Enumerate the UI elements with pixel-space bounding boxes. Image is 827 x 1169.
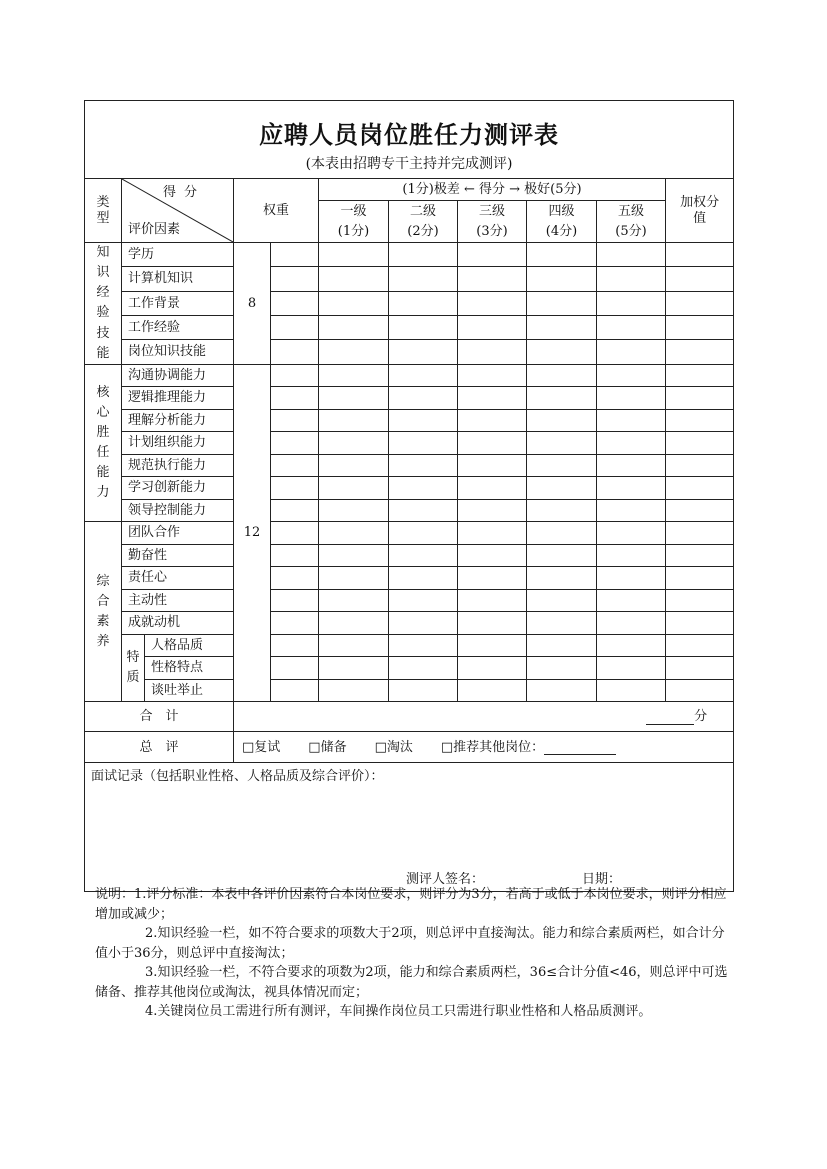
trait-group <box>122 634 145 702</box>
level-score-cell[interactable] <box>319 612 389 635</box>
factor-cell: 学历 <box>122 243 234 267</box>
level-score-cell[interactable] <box>319 364 389 387</box>
level-score-cell[interactable] <box>319 589 389 612</box>
extra-score-cell[interactable] <box>271 409 319 432</box>
weight-knowledge: 8 <box>234 243 271 365</box>
level-score-cell[interactable] <box>458 567 527 590</box>
group-core-label: 核心胜任能力 <box>96 384 110 501</box>
factor-cell: 计划组织能力 <box>122 432 234 455</box>
level-score-cell[interactable] <box>319 316 389 340</box>
level-score-cell[interactable] <box>527 454 597 477</box>
table-row <box>85 364 734 387</box>
page-subtitle: (本表由招聘专干主持并完成测评) <box>305 156 513 172</box>
weighted-score-cell[interactable] <box>666 522 734 545</box>
level-score-cell[interactable] <box>527 589 597 612</box>
level-score-cell[interactable] <box>527 612 597 635</box>
table-row <box>85 477 734 500</box>
weighted-score-cell[interactable] <box>666 634 734 657</box>
level-score-cell[interactable] <box>527 291 597 315</box>
extra-score-cell[interactable] <box>271 612 319 635</box>
level-score-cell[interactable] <box>458 291 527 315</box>
factor-cell: 工作背景 <box>122 291 234 315</box>
factor-cell: 规范执行能力 <box>122 454 234 477</box>
level-score-cell[interactable] <box>458 267 527 291</box>
level-score-cell[interactable] <box>458 634 527 657</box>
level-score-cell[interactable] <box>527 387 597 410</box>
level-score-cell[interactable] <box>527 267 597 291</box>
group-knowledge-label: 知识经验技能 <box>96 245 110 361</box>
factor-cell: 计算机知识 <box>122 267 234 291</box>
level-score-cell[interactable] <box>319 499 389 522</box>
level-score-cell[interactable] <box>458 340 527 364</box>
table-row <box>85 657 734 680</box>
level-score-cell[interactable] <box>389 544 458 567</box>
trait-group-label: 特质 <box>126 649 140 686</box>
extra-score-cell[interactable] <box>271 340 319 364</box>
header-level-2 <box>389 201 458 243</box>
level-score-cell[interactable] <box>319 454 389 477</box>
level-score-cell[interactable] <box>597 657 666 680</box>
extra-score-cell[interactable] <box>271 499 319 522</box>
header-weight: 权重 <box>234 179 319 243</box>
table-row <box>85 340 734 364</box>
extra-score-cell[interactable] <box>271 634 319 657</box>
weighted-score-cell[interactable] <box>666 432 734 455</box>
level-score-cell[interactable] <box>389 340 458 364</box>
factor-cell: 责任心 <box>122 567 234 590</box>
notes <box>95 885 735 1022</box>
level-score-cell[interactable] <box>597 243 666 267</box>
level-score-cell[interactable] <box>389 387 458 410</box>
total-unit: 分 <box>694 709 708 725</box>
record-label: 面试记录（包括职业性格、人格品质及综合评价）： <box>91 769 384 785</box>
header-factor: 评价因素 <box>128 222 181 238</box>
level-score-cell[interactable] <box>389 567 458 590</box>
level-score-cell[interactable] <box>389 522 458 545</box>
level-score-cell[interactable] <box>597 522 666 545</box>
level-score-cell[interactable] <box>597 454 666 477</box>
level-score-cell[interactable] <box>389 589 458 612</box>
level-points: (3分) <box>476 223 508 239</box>
extra-score-cell[interactable] <box>271 432 319 455</box>
level-score-cell[interactable] <box>458 364 527 387</box>
level-name: 四级 <box>548 203 575 219</box>
level-score-cell[interactable] <box>458 589 527 612</box>
recommend-position-blank[interactable] <box>544 740 616 755</box>
weighted-score-cell[interactable] <box>666 454 734 477</box>
level-score-cell[interactable] <box>319 243 389 267</box>
evaluation-label: 总 评 <box>85 732 234 763</box>
level-score-cell[interactable] <box>597 316 666 340</box>
option-reserve-checkbox[interactable]: □储备 <box>308 739 347 755</box>
header-type <box>85 179 122 243</box>
level-score-cell[interactable] <box>389 679 458 702</box>
level-score-cell[interactable] <box>597 544 666 567</box>
table-row <box>85 454 734 477</box>
weight-shared: 12 <box>234 364 271 702</box>
level-points: (4分) <box>545 223 578 239</box>
level-score-cell[interactable] <box>319 409 389 432</box>
factor-cell: 成就动机 <box>122 612 234 635</box>
extra-score-cell[interactable] <box>271 387 319 410</box>
total-value-cell[interactable] <box>234 702 734 732</box>
note-4: 4.关键岗位员工需进行所有测评，车间操作岗位员工只需进行职业性格和人格品质测评。 <box>145 1004 652 1019</box>
weighted-score-cell[interactable] <box>666 589 734 612</box>
table-row <box>85 409 734 432</box>
level-score-cell[interactable] <box>597 432 666 455</box>
header-level-1 <box>319 201 389 243</box>
extra-score-cell[interactable] <box>271 522 319 545</box>
factor-cell: 人格品质 <box>145 634 234 657</box>
weighted-score-cell[interactable] <box>666 679 734 702</box>
extra-score-cell[interactable] <box>271 316 319 340</box>
factor-cell: 谈吐举止 <box>145 679 234 702</box>
header-level-5 <box>597 201 666 243</box>
group-quality <box>85 522 122 702</box>
group-knowledge <box>85 243 122 365</box>
option-eliminate-checkbox[interactable]: □淘汰 <box>374 739 413 755</box>
weighted-score-cell[interactable] <box>666 499 734 522</box>
level-score-cell[interactable] <box>389 409 458 432</box>
evaluation-row <box>85 732 734 763</box>
factor-cell: 岗位知识技能 <box>122 340 234 364</box>
level-score-cell[interactable] <box>458 657 527 680</box>
page-title: 应聘人员岗位胜任力测评表 <box>259 121 560 149</box>
level-score-cell[interactable] <box>319 567 389 590</box>
weighted-score-cell[interactable] <box>666 364 734 387</box>
level-score-cell[interactable] <box>597 499 666 522</box>
factor-cell: 性格特点 <box>145 657 234 680</box>
extra-score-cell[interactable] <box>271 267 319 291</box>
level-name: 三级 <box>478 203 505 219</box>
level-score-cell[interactable] <box>458 387 527 410</box>
level-score-cell[interactable] <box>527 477 597 500</box>
extra-score-cell[interactable] <box>271 477 319 500</box>
header-weighted-label: 加权分值 <box>680 194 720 226</box>
weighted-score-cell[interactable] <box>666 243 734 267</box>
level-score-cell[interactable] <box>319 291 389 315</box>
level-score-cell[interactable] <box>527 544 597 567</box>
level-score-cell[interactable] <box>597 567 666 590</box>
level-score-cell[interactable] <box>527 340 597 364</box>
level-score-cell[interactable] <box>458 612 527 635</box>
level-score-cell[interactable] <box>597 679 666 702</box>
level-score-cell[interactable] <box>597 634 666 657</box>
level-score-cell[interactable] <box>458 522 527 545</box>
level-score-cell[interactable] <box>527 499 597 522</box>
level-score-cell[interactable] <box>389 364 458 387</box>
level-points: (5分) <box>615 223 647 239</box>
level-score-cell[interactable] <box>458 679 527 702</box>
weighted-score-cell[interactable] <box>666 291 734 315</box>
extra-score-cell[interactable] <box>271 589 319 612</box>
factor-cell: 沟通协调能力 <box>122 364 234 387</box>
note-1: 说明：1.评分标准：本表中各评价因素符合本岗位要求，则评分为3分，若高于或低于本岗位要求，则评分相应增加或减少； <box>95 887 727 922</box>
evaluation-options <box>234 732 734 763</box>
weighted-score-cell[interactable] <box>666 340 734 364</box>
group-core <box>85 364 122 522</box>
level-score-cell[interactable] <box>597 387 666 410</box>
header-score: 得分 <box>162 185 205 200</box>
weighted-score-cell[interactable] <box>666 267 734 291</box>
table-row <box>85 291 734 315</box>
level-score-cell[interactable] <box>389 657 458 680</box>
factor-cell: 工作经验 <box>122 316 234 340</box>
table-row <box>85 432 734 455</box>
weighted-score-cell[interactable] <box>666 544 734 567</box>
extra-score-cell[interactable] <box>271 364 319 387</box>
extra-score-cell[interactable] <box>271 679 319 702</box>
factor-cell: 领导控制能力 <box>122 499 234 522</box>
option-retest-checkbox[interactable]: □复试 <box>242 739 281 755</box>
weighted-score-cell[interactable] <box>666 567 734 590</box>
level-score-cell[interactable] <box>389 499 458 522</box>
level-score-cell[interactable] <box>597 291 666 315</box>
level-score-cell[interactable] <box>389 316 458 340</box>
signer-label: 测评人签名： <box>406 871 485 887</box>
extra-score-cell[interactable] <box>271 567 319 590</box>
level-score-cell[interactable] <box>458 243 527 267</box>
level-score-cell[interactable] <box>597 267 666 291</box>
level-points: (2分) <box>407 223 439 239</box>
level-score-cell[interactable] <box>319 544 389 567</box>
interview-record-area[interactable] <box>85 763 734 892</box>
level-name: 一级 <box>340 203 367 219</box>
note-2: 2.知识经验一栏，如不符合要求的项数大于2项，则总评中直接淘汰。能力和综合素质两栏，如合计分值小于36分，则总评中直接淘汰； <box>95 926 725 961</box>
extra-score-cell[interactable] <box>271 657 319 680</box>
factor-cell: 团队合作 <box>122 522 234 545</box>
level-score-cell[interactable] <box>527 522 597 545</box>
level-score-cell[interactable] <box>597 409 666 432</box>
level-name: 五级 <box>617 203 644 219</box>
record-row <box>85 763 734 892</box>
table-row <box>85 544 734 567</box>
level-score-cell[interactable] <box>389 634 458 657</box>
level-score-cell[interactable] <box>527 316 597 340</box>
header-diagonal-cell <box>122 179 234 243</box>
level-score-cell[interactable] <box>389 243 458 267</box>
factor-cell: 逻辑推理能力 <box>122 387 234 410</box>
level-points: (1分) <box>337 223 370 239</box>
table-row <box>85 567 734 590</box>
table-row <box>85 522 734 545</box>
group-quality-label: 综合素养 <box>96 573 110 649</box>
level-score-cell[interactable] <box>527 567 597 590</box>
level-score-cell[interactable] <box>319 267 389 291</box>
extra-score-cell[interactable] <box>271 291 319 315</box>
table-row <box>85 387 734 410</box>
option-recommend-checkbox[interactable]: □推荐其他岗位： <box>440 739 545 755</box>
level-score-cell[interactable] <box>458 454 527 477</box>
level-score-cell[interactable] <box>319 477 389 500</box>
header-type-label: 类型 <box>96 194 110 226</box>
total-row <box>85 702 734 732</box>
factor-cell: 理解分析能力 <box>122 409 234 432</box>
assessment-table <box>84 100 734 892</box>
weighted-score-cell[interactable] <box>666 612 734 635</box>
weighted-score-cell[interactable] <box>666 409 734 432</box>
level-score-cell[interactable] <box>319 522 389 545</box>
level-score-cell[interactable] <box>527 657 597 680</box>
title-cell <box>85 101 734 179</box>
level-score-cell[interactable] <box>527 634 597 657</box>
level-score-cell[interactable] <box>458 432 527 455</box>
level-score-cell[interactable] <box>319 387 389 410</box>
assessment-form <box>84 100 733 892</box>
level-score-cell[interactable] <box>319 679 389 702</box>
header-level-3 <box>458 201 527 243</box>
level-score-cell[interactable] <box>319 340 389 364</box>
level-score-cell[interactable] <box>458 544 527 567</box>
level-score-cell[interactable] <box>458 316 527 340</box>
extra-score-cell[interactable] <box>271 243 319 267</box>
extra-score-cell[interactable] <box>271 454 319 477</box>
weighted-score-cell[interactable] <box>666 477 734 500</box>
level-score-cell[interactable] <box>389 454 458 477</box>
header-level-4 <box>527 201 597 243</box>
header-scale: (1分)极差 ← 得分 → 极好(5分) <box>319 179 666 201</box>
level-score-cell[interactable] <box>319 657 389 680</box>
factor-cell: 主动性 <box>122 589 234 612</box>
level-score-cell[interactable] <box>597 340 666 364</box>
level-score-cell[interactable] <box>527 679 597 702</box>
level-name: 二级 <box>409 203 436 219</box>
level-score-cell[interactable] <box>458 477 527 500</box>
level-score-cell[interactable] <box>389 477 458 500</box>
factor-cell: 学习创新能力 <box>122 477 234 500</box>
level-score-cell[interactable] <box>389 267 458 291</box>
level-score-cell[interactable] <box>597 477 666 500</box>
table-row <box>85 267 734 291</box>
level-score-cell[interactable] <box>389 432 458 455</box>
level-score-cell[interactable] <box>597 589 666 612</box>
weighted-score-cell[interactable] <box>666 316 734 340</box>
weighted-score-cell[interactable] <box>666 657 734 680</box>
level-score-cell[interactable] <box>527 432 597 455</box>
level-score-cell[interactable] <box>527 243 597 267</box>
table-row <box>85 634 734 657</box>
date-label: 日期： <box>582 871 622 887</box>
level-score-cell[interactable] <box>319 634 389 657</box>
table-row <box>85 612 734 635</box>
table-row <box>85 316 734 340</box>
total-blank[interactable] <box>646 710 694 725</box>
table-row <box>85 589 734 612</box>
level-score-cell[interactable] <box>597 612 666 635</box>
level-score-cell[interactable] <box>527 364 597 387</box>
table-row <box>85 499 734 522</box>
table-row <box>85 243 734 267</box>
level-score-cell[interactable] <box>389 612 458 635</box>
level-score-cell[interactable] <box>458 499 527 522</box>
factor-cell: 勤奋性 <box>122 544 234 567</box>
table-row <box>85 679 734 702</box>
level-score-cell[interactable] <box>389 291 458 315</box>
level-score-cell[interactable] <box>597 364 666 387</box>
extra-score-cell[interactable] <box>271 544 319 567</box>
level-score-cell[interactable] <box>527 409 597 432</box>
level-score-cell[interactable] <box>319 432 389 455</box>
note-3: 3.知识经验一栏，不符合要求的项数为2项，能力和综合素质两栏，36≤合计分值<46，则总评中可选储备、推荐其他岗位或淘汰，视具体情况而定； <box>95 965 728 1000</box>
header-weighted <box>666 179 734 243</box>
weighted-score-cell[interactable] <box>666 387 734 410</box>
level-score-cell[interactable] <box>458 409 527 432</box>
total-label: 合 计 <box>85 702 234 732</box>
